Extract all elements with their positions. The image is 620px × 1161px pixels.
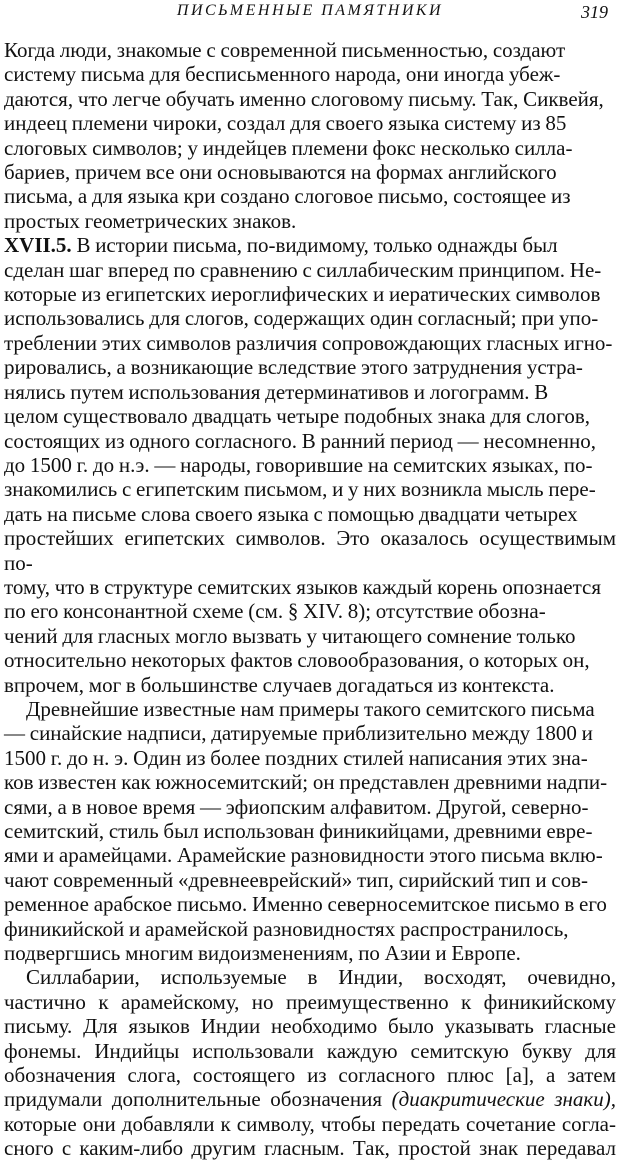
paragraph-4 <box>4 965 616 1160</box>
paragraph-2 <box>4 233 616 697</box>
paragraph-4-text-a: Силлабарии, используемые в Индии, восходят, очевидно, частично к арамейскому, но преимущественно к финикийскому письму. Для языков Индии необходимо было указывать гласные фонемы. Индийцы использовали каждую семитскую букву для обозначения слога, состоящего из согласного плюс [a], а затем придумали дополнительные обозначения <box>4 965 616 1112</box>
paragraph-2-text: В истории письма, по-видимому, только однажды был сделан шаг вперед по сравнению с силлабическим принципом. Не- которые из египетских иероглифических и иератических символов использовались для слогов, содержащих один согласный; при упо- треблении этих символов различия сопровождающих гласных игно- рировались, а возникающие вследствие этого затруднения устра- нялись путем использования детерминативов и логограмм. В целом существовало двадцать четыре подобных знака для слогов, состоящих из одного согласного. В ранний период — несомненно, до 1500 г. до н.э. — народы, говорившие на семитских языках, по- знакомились с египетским письмом, и у них возникла мысль пере- дать на письме слова своего языка с помощью двадцати четырех простейших египетских символов. Это оказалось осуществимым по- тому, что в структуре семитских языков каждый корень опознается по его консонантной схеме (см. § XIV. 8); отсутствие обозна- чений для гласных могло вызвать у читающего сомнение только относительно некоторых фактов словообразования, о которых он, впрочем, мог в большинстве случаев догадаться из контекста. <box>4 233 616 697</box>
paragraph-3 <box>4 697 616 965</box>
paragraph-1 <box>4 38 616 233</box>
section-number: XVII.5. <box>4 233 72 258</box>
running-title: ПИСЬМЕННЫЕ ПАМЯТНИКИ <box>176 2 444 19</box>
paragraph-3-text: Древнейшие известные нам примеры такого семитского письма — синайские надписи, датируемые приблизительно между 1800 и 1500 г. до н. э. Один из более поздних стилей написания этих зна- ков известен как южносемитский; он представлен древними надпи- сями, а в новое время — эфиопским алфавитом. Другой, северно- семитский, стиль был использован финикийцами, древними евре- ями и арамейцами. Арамейские разновидности этого письма вклю- чают современный «древнееврейский» тип, сирийский тип и сов- ременное арабское письмо. Именно северносемитское письмо в его финикийской и арамейской разновидностях распространилось, подвергшись многим видоизменениям, по Азии и Европе. <box>4 696 608 966</box>
running-head <box>4 0 616 34</box>
document-page <box>4 0 617 1161</box>
paragraph-1-text: Когда люди, знакомые с современной письменностью, создают систему письма для бесписьменного народа, они иногда убеж- даются, что легче обучать именно слоговому письму. Так, Сиквейя, индеец племени чироки, создал для своего языка систему из 85 слоговых символов; у индейцев племени фокс несколько силла- бариев, причем все они основываются на формах английского письма, а для языка кри создано слоговое письмо, состоящее из простых геометрических знаков. <box>4 38 604 233</box>
page-number: 319 <box>581 2 608 22</box>
body-text <box>4 38 616 1161</box>
paragraph-4-text-b: которые они добавляли к символу, чтобы передать сочетание согла- сного с каким-либо другим гласным. Так, простой знак передавал <box>4 1111 616 1161</box>
italic-term: (диакритические знаки), <box>391 1087 617 1112</box>
